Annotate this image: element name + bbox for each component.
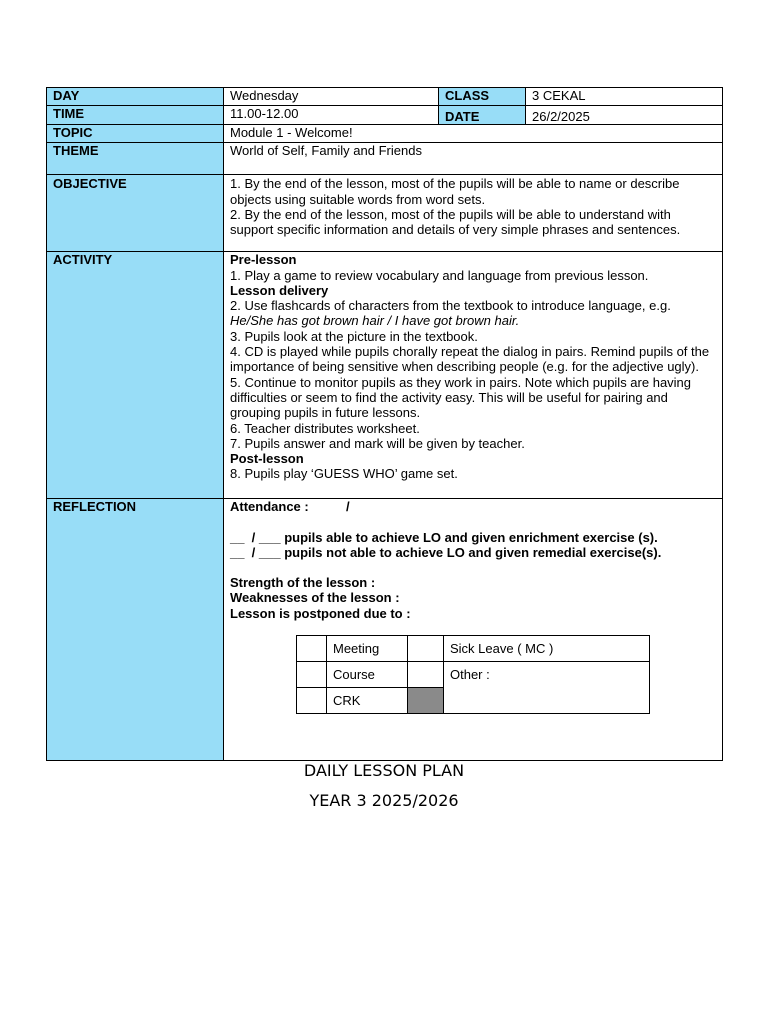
attendance-line [230, 499, 716, 514]
topic-label: TOPIC [47, 125, 224, 143]
footer-title: DAILY LESSON PLAN [303, 761, 465, 780]
postponed-line: Lesson is postponed due to : [230, 605, 411, 621]
other-label: Other : [444, 662, 650, 714]
course-label: Course [327, 662, 408, 688]
crk-label: CRK [327, 688, 408, 714]
achieve-blank: __ / ___ [230, 529, 281, 545]
time-row [47, 106, 723, 125]
reflection-cell [224, 499, 723, 761]
attendance-label: Attendance : [230, 499, 309, 515]
activity-step-2: 2. Use flashcards of characters from the textbook to introduce language, e.g. [230, 298, 671, 314]
theme-value: World of Self, Family and Friends [224, 143, 723, 175]
activity-step-3: 3. Pupils look at the picture in the textbook. [230, 328, 478, 344]
footer-year: YEAR 3 2025/2026 [309, 791, 459, 810]
pre-lesson-heading: Pre-lesson [230, 252, 297, 268]
activity-step-1: 1. Play a game to review vocabulary and language from previous lesson. [230, 267, 649, 283]
activity-step-7: 7. Pupils answer and mark will be given by teacher. [230, 435, 525, 451]
class-label: CLASS [439, 88, 526, 106]
achieve-line [230, 530, 716, 545]
activity-step-5: 5. Continue to monitor pupils as they work in pairs. Note which pupils are having difficulties or seem to find the activity easy. This will be useful for pairing and grouping pupils in future lessons. [230, 374, 692, 421]
objective-1: 1. By the end of the lesson, most of the pupils will be able to name or describe objects using suitable words from word sets. [230, 176, 680, 207]
activity-row [47, 252, 723, 499]
activity-step-6: 6. Teacher distributes worksheet. [230, 420, 420, 436]
crk-checkbox[interactable] [297, 688, 327, 714]
meeting-checkbox[interactable] [297, 636, 327, 662]
strength-line: Strength of the lesson : [230, 575, 376, 591]
sick-leave-checkbox[interactable] [408, 636, 444, 662]
achieve-text: pupils able to achieve LO and given enrichment exercise (s). [284, 529, 658, 545]
time-label: TIME [47, 106, 224, 125]
time-value: 11.00-12.00 [224, 106, 439, 125]
weakness-line: Weaknesses of the lesson : [230, 590, 400, 606]
other-checkbox[interactable] [408, 662, 444, 688]
objective-cell [224, 175, 723, 252]
day-value: Wednesday [224, 88, 439, 106]
objective-label: OBJECTIVE [47, 175, 224, 252]
not-achieve-line [230, 545, 716, 560]
activity-step-4: 4. CD is played while pupils chorally repeat the dialog in pairs. Remind pupils of the importance of being sensitive when describing people (e.g. for the adjective ugly). [230, 344, 710, 375]
post-lesson-heading: Post-lesson [230, 451, 304, 467]
theme-label: THEME [47, 143, 224, 175]
date-label: DATE [439, 106, 526, 125]
attendance-slash: / [345, 499, 350, 515]
lesson-plan-sheet [46, 87, 722, 761]
shaded-cell [408, 688, 444, 714]
objective-2: 2. By the end of the lesson, most of the pupils will be able to understand with support specific information and details of very simple phrases and sentences. [230, 206, 681, 238]
not-achieve-blank: __ / ___ [230, 544, 281, 560]
class-value: 3 CEKAL [526, 88, 723, 106]
activity-label: ACTIVITY [47, 252, 224, 499]
activity-step-2-example: He/She has got brown hair / I have got brown hair. [230, 313, 520, 329]
meeting-label: Meeting [327, 636, 408, 662]
date-value: 26/2/2025 [526, 106, 723, 125]
activity-cell [224, 252, 723, 499]
not-achieve-text: pupils not able to achieve LO and given remedial exercise(s). [284, 544, 662, 560]
topic-row [47, 125, 723, 143]
reflection-label: REFLECTION [47, 499, 224, 761]
topic-value: Module 1 - Welcome! [224, 125, 723, 143]
course-checkbox[interactable] [297, 662, 327, 688]
activity-step-8: 8. Pupils play ‘GUESS WHO’ game set. [230, 466, 458, 482]
objective-row [47, 175, 723, 252]
day-label: DAY [47, 88, 224, 106]
lesson-delivery-heading: Lesson delivery [230, 282, 329, 298]
lesson-plan-table [46, 87, 723, 761]
sick-leave-label: Sick Leave ( MC ) [444, 636, 650, 662]
day-row [47, 88, 723, 106]
reflection-row [47, 499, 723, 761]
theme-row [47, 143, 723, 175]
postponed-reason-table [296, 635, 650, 714]
